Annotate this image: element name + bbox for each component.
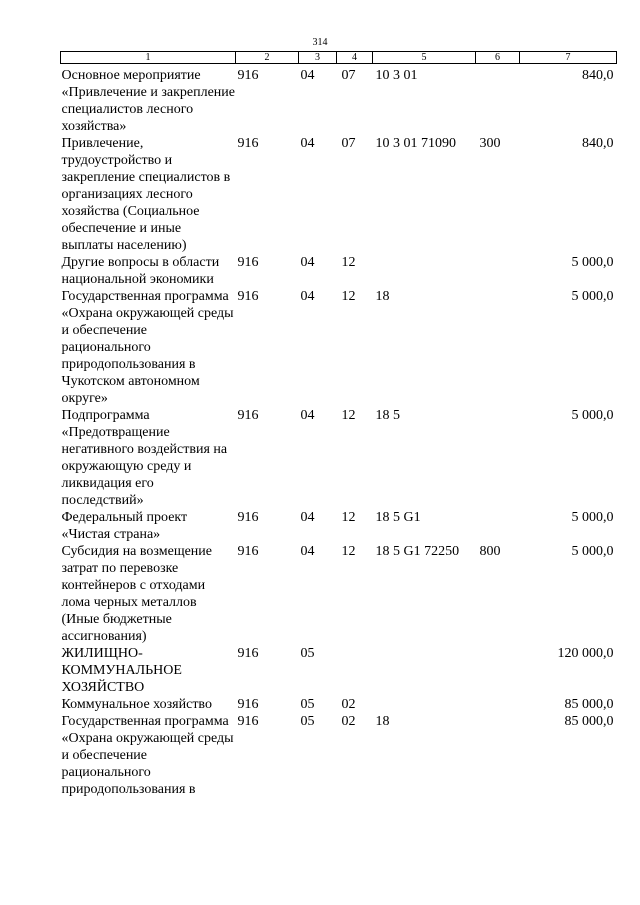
row-rz: 05 — [300, 714, 315, 729]
table-row — [61, 713, 617, 798]
row-rz: 05 — [300, 646, 315, 661]
page-number: 314 — [312, 37, 328, 48]
row-grz: 916 — [237, 646, 259, 661]
row-amount: 5 000,0 — [571, 544, 614, 559]
row-vr — [476, 696, 520, 713]
row-vr — [476, 64, 520, 136]
column-header-vr: 6 — [476, 52, 520, 64]
row-rz: 04 — [300, 255, 315, 270]
row-csr: 18 5 G1 — [375, 510, 421, 525]
row-csr: 10 3 01 71090 — [375, 136, 456, 151]
row-pr: 02 — [341, 697, 356, 712]
table-row — [61, 543, 617, 645]
row-name: ЖИЛИЩНО-КОММУНАЛЬНОЕ ХОЗЯЙСТВО — [61, 646, 182, 695]
row-vr: 800 — [479, 544, 501, 559]
table-row — [61, 64, 617, 136]
row-rz: 04 — [300, 408, 315, 423]
row-vr — [476, 288, 520, 407]
row-vr — [476, 713, 520, 798]
column-number-row — [61, 52, 617, 64]
table-body — [61, 64, 617, 799]
row-name: Субсидия на возмещение затрат по перевозке контейнеров с отходами лома черных металлов (Иные бюджетные ассигнования) — [61, 544, 213, 644]
row-csr — [373, 696, 476, 713]
row-pr: 02 — [341, 714, 356, 729]
row-amount: 840,0 — [582, 68, 614, 83]
column-header-name: 1 — [61, 52, 236, 64]
row-vr — [476, 407, 520, 509]
row-vr — [476, 645, 520, 696]
table-row — [61, 645, 617, 696]
row-csr: 18 — [375, 714, 390, 729]
row-name: Государственная программа «Охрана окружающей среды и обеспечение рационального природопользования в Чукотском автономном округе» — [61, 289, 234, 406]
row-grz: 916 — [237, 697, 259, 712]
row-rz: 04 — [300, 289, 315, 304]
row-name: Привлечение, трудоустройство и закрепление специалистов в организациях лесного хозяйства (Социальное обеспечение и иные выплаты населению) — [61, 136, 231, 253]
row-pr: 12 — [341, 255, 356, 270]
row-name: Подпрограмма «Предотвращение негативного воздействия на окружающую среду и ликвидация его последствий» — [61, 408, 228, 508]
row-pr: 07 — [341, 68, 356, 83]
row-csr: 18 — [375, 289, 390, 304]
row-grz: 916 — [237, 510, 259, 525]
table-row — [61, 696, 617, 713]
row-csr — [373, 254, 476, 288]
row-grz: 916 — [237, 408, 259, 423]
row-csr — [373, 645, 476, 696]
row-grz: 916 — [237, 68, 259, 83]
row-grz: 916 — [237, 544, 259, 559]
table-row — [61, 509, 617, 543]
row-name: Государственная программа «Охрана окружающей среды и обеспечение рационального природопользования в — [61, 714, 234, 797]
column-header-pr: 4 — [337, 52, 373, 64]
row-name: Другие вопросы в области национальной экономики — [61, 255, 220, 287]
row-amount: 5 000,0 — [571, 408, 614, 423]
row-amount: 5 000,0 — [571, 510, 614, 525]
column-header-grz: 2 — [236, 52, 299, 64]
table-header — [61, 52, 617, 64]
row-csr: 18 5 — [375, 408, 400, 423]
row-grz: 916 — [237, 714, 259, 729]
row-name: Коммунальное хозяйство — [61, 697, 212, 712]
table-row — [61, 288, 617, 407]
row-pr: 12 — [341, 544, 356, 559]
row-pr: 07 — [341, 136, 356, 151]
row-rz: 04 — [300, 136, 315, 151]
row-amount: 85 000,0 — [564, 714, 614, 729]
budget-table — [60, 51, 617, 798]
column-header-amount: 7 — [520, 52, 617, 64]
row-grz: 916 — [237, 136, 259, 151]
row-pr: 12 — [341, 510, 356, 525]
row-amount: 5 000,0 — [571, 289, 614, 304]
row-grz: 916 — [237, 255, 259, 270]
row-amount: 120 000,0 — [557, 646, 614, 661]
table-row — [61, 407, 617, 509]
table-row — [61, 254, 617, 288]
column-header-rz: 3 — [299, 52, 337, 64]
row-amount: 5 000,0 — [571, 255, 614, 270]
row-vr: 300 — [479, 136, 501, 151]
table-row — [61, 135, 617, 254]
row-csr: 18 5 G1 72250 — [375, 544, 460, 559]
row-name: Федеральный проект «Чистая страна» — [61, 510, 188, 542]
row-rz: 04 — [300, 544, 315, 559]
row-pr — [337, 645, 373, 696]
row-name: Основное мероприятие «Привлечение и закрепление специалистов лесного хозяйства» — [61, 68, 235, 134]
row-csr: 10 3 01 — [375, 68, 418, 83]
row-amount: 85 000,0 — [564, 697, 614, 712]
row-pr: 12 — [341, 289, 356, 304]
row-amount: 840,0 — [582, 136, 614, 151]
row-rz: 04 — [300, 68, 315, 83]
row-pr: 12 — [341, 408, 356, 423]
row-grz: 916 — [237, 289, 259, 304]
row-vr — [476, 509, 520, 543]
row-vr — [476, 254, 520, 288]
row-rz: 04 — [300, 510, 315, 525]
column-header-csr: 5 — [373, 52, 476, 64]
row-rz: 05 — [300, 697, 315, 712]
